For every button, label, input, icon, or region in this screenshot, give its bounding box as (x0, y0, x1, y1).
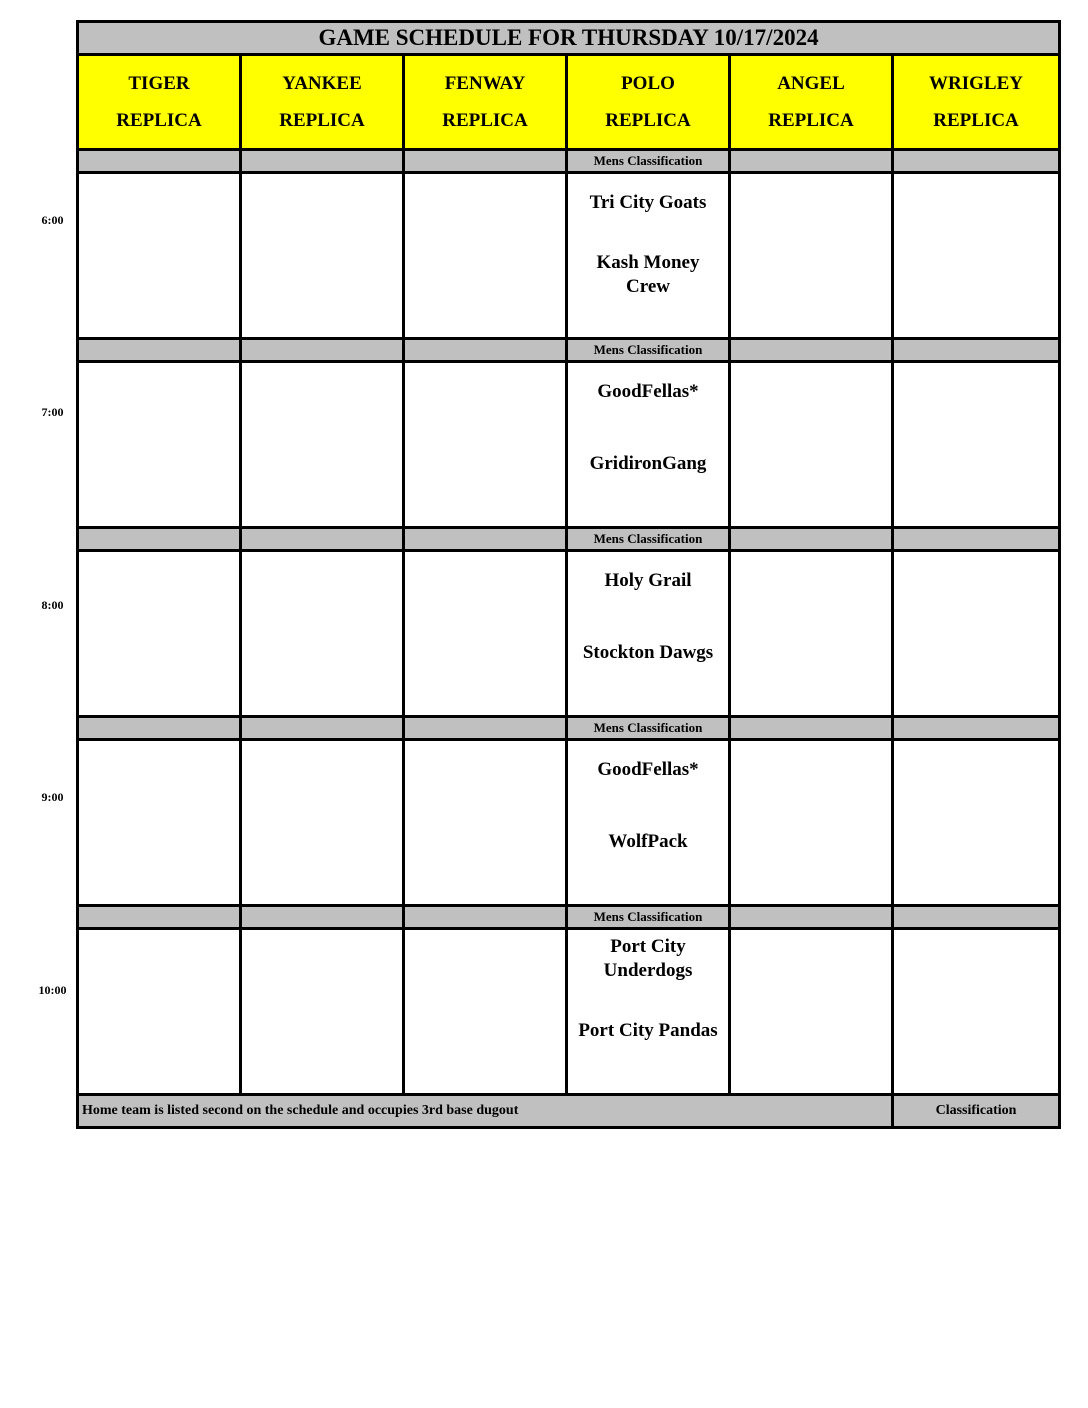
empty-band-cell (730, 717, 893, 740)
empty-band-cell (893, 717, 1060, 740)
empty-game-cell (893, 740, 1060, 906)
empty-game-cell (241, 362, 404, 528)
game-cell (567, 740, 730, 906)
empty-band-cell (404, 528, 567, 551)
game-cell (567, 551, 730, 717)
home-team: GridironGang (589, 453, 707, 474)
field-header-polo (567, 55, 730, 150)
classification-band (78, 906, 1060, 929)
visiting-team: Holy Grail (604, 570, 692, 591)
field-type: REPLICA (442, 110, 528, 131)
empty-band-cell (893, 150, 1060, 173)
classification-label: Mens Classification (567, 150, 730, 173)
empty-game-cell (78, 551, 241, 717)
empty-band-cell (404, 717, 567, 740)
empty-game-cell (730, 362, 893, 528)
classification-label: Mens Classification (567, 717, 730, 740)
time-slot-row (78, 551, 1060, 717)
visiting-team: GoodFellas* (597, 381, 699, 402)
visiting-team: Port City Underdogs (603, 936, 693, 981)
game-cell (567, 362, 730, 528)
classification-label: Mens Classification (567, 906, 730, 929)
empty-game-cell (78, 173, 241, 339)
field-header-row (78, 55, 1060, 150)
empty-band-cell (404, 906, 567, 929)
time-label-6: 6:00 (41, 213, 64, 227)
schedule-table (76, 20, 1061, 1129)
classification-band (78, 150, 1060, 173)
time-label-9: 9:00 (41, 790, 64, 804)
field-name: WRIGLEY (929, 73, 1023, 94)
field-type: REPLICA (605, 110, 691, 131)
classification-band (78, 528, 1060, 551)
schedule-sheet (76, 20, 1058, 1129)
time-label-7: 7:00 (41, 405, 64, 419)
empty-band-cell (730, 906, 893, 929)
empty-game-cell (893, 551, 1060, 717)
empty-band-cell (241, 528, 404, 551)
empty-game-cell (404, 551, 567, 717)
empty-game-cell (893, 173, 1060, 339)
home-team: Kash Money Crew (596, 252, 700, 297)
field-name: POLO (621, 73, 675, 94)
empty-band-cell (730, 528, 893, 551)
empty-band-cell (241, 717, 404, 740)
field-type: REPLICA (279, 110, 365, 131)
empty-game-cell (78, 929, 241, 1095)
field-header-tiger (78, 55, 241, 150)
empty-band-cell (404, 339, 567, 362)
classification-legend: Classification (893, 1095, 1060, 1128)
field-header-wrigley (893, 55, 1060, 150)
empty-band-cell (404, 150, 567, 173)
time-slot-row (78, 929, 1060, 1095)
empty-band-cell (78, 339, 241, 362)
empty-game-cell (241, 740, 404, 906)
empty-band-cell (241, 150, 404, 173)
empty-band-cell (893, 906, 1060, 929)
empty-game-cell (241, 929, 404, 1095)
game-cell (567, 929, 730, 1095)
time-label-8: 8:00 (41, 598, 64, 612)
empty-game-cell (730, 173, 893, 339)
empty-band-cell (730, 150, 893, 173)
visiting-team: GoodFellas* (597, 759, 699, 780)
classification-label: Mens Classification (567, 528, 730, 551)
empty-band-cell (241, 339, 404, 362)
empty-band-cell (78, 150, 241, 173)
empty-game-cell (404, 362, 567, 528)
game-cell (567, 173, 730, 339)
empty-game-cell (78, 362, 241, 528)
empty-band-cell (78, 528, 241, 551)
field-name: TIGER (128, 73, 190, 94)
field-type: REPLICA (768, 110, 854, 131)
field-type: REPLICA (933, 110, 1019, 131)
empty-band-cell (78, 906, 241, 929)
empty-game-cell (893, 362, 1060, 528)
home-team: Port City Pandas (578, 1020, 718, 1041)
field-name: FENWAY (444, 73, 526, 94)
empty-game-cell (730, 740, 893, 906)
classification-band (78, 717, 1060, 740)
home-team: WolfPack (608, 831, 688, 852)
empty-game-cell (893, 929, 1060, 1095)
home-team-note: Home team is listed second on the schedule and occupies 3rd base dugout (78, 1095, 893, 1128)
footer-row (78, 1095, 1060, 1128)
empty-band-cell (893, 528, 1060, 551)
empty-game-cell (404, 173, 567, 339)
field-header-angel (730, 55, 893, 150)
empty-band-cell (893, 339, 1060, 362)
time-slot-row (78, 173, 1060, 339)
schedule-title: GAME SCHEDULE FOR THURSDAY 10/17/2024 (78, 22, 1060, 55)
empty-game-cell (78, 740, 241, 906)
classification-band (78, 339, 1060, 362)
field-type: REPLICA (116, 110, 202, 131)
field-name: ANGEL (777, 73, 845, 94)
time-slot-row (78, 362, 1060, 528)
empty-band-cell (730, 339, 893, 362)
visiting-team: Tri City Goats (589, 192, 707, 213)
empty-game-cell (241, 173, 404, 339)
home-team: Stockton Dawgs (582, 642, 714, 663)
empty-game-cell (404, 740, 567, 906)
empty-game-cell (241, 551, 404, 717)
empty-game-cell (404, 929, 567, 1095)
empty-game-cell (730, 929, 893, 1095)
classification-label: Mens Classification (567, 339, 730, 362)
time-label-10: 10:00 (38, 983, 67, 997)
field-name: YANKEE (282, 73, 362, 94)
field-header-yankee (241, 55, 404, 150)
empty-band-cell (241, 906, 404, 929)
field-header-fenway (404, 55, 567, 150)
time-slot-row (78, 740, 1060, 906)
empty-band-cell (78, 717, 241, 740)
empty-game-cell (730, 551, 893, 717)
